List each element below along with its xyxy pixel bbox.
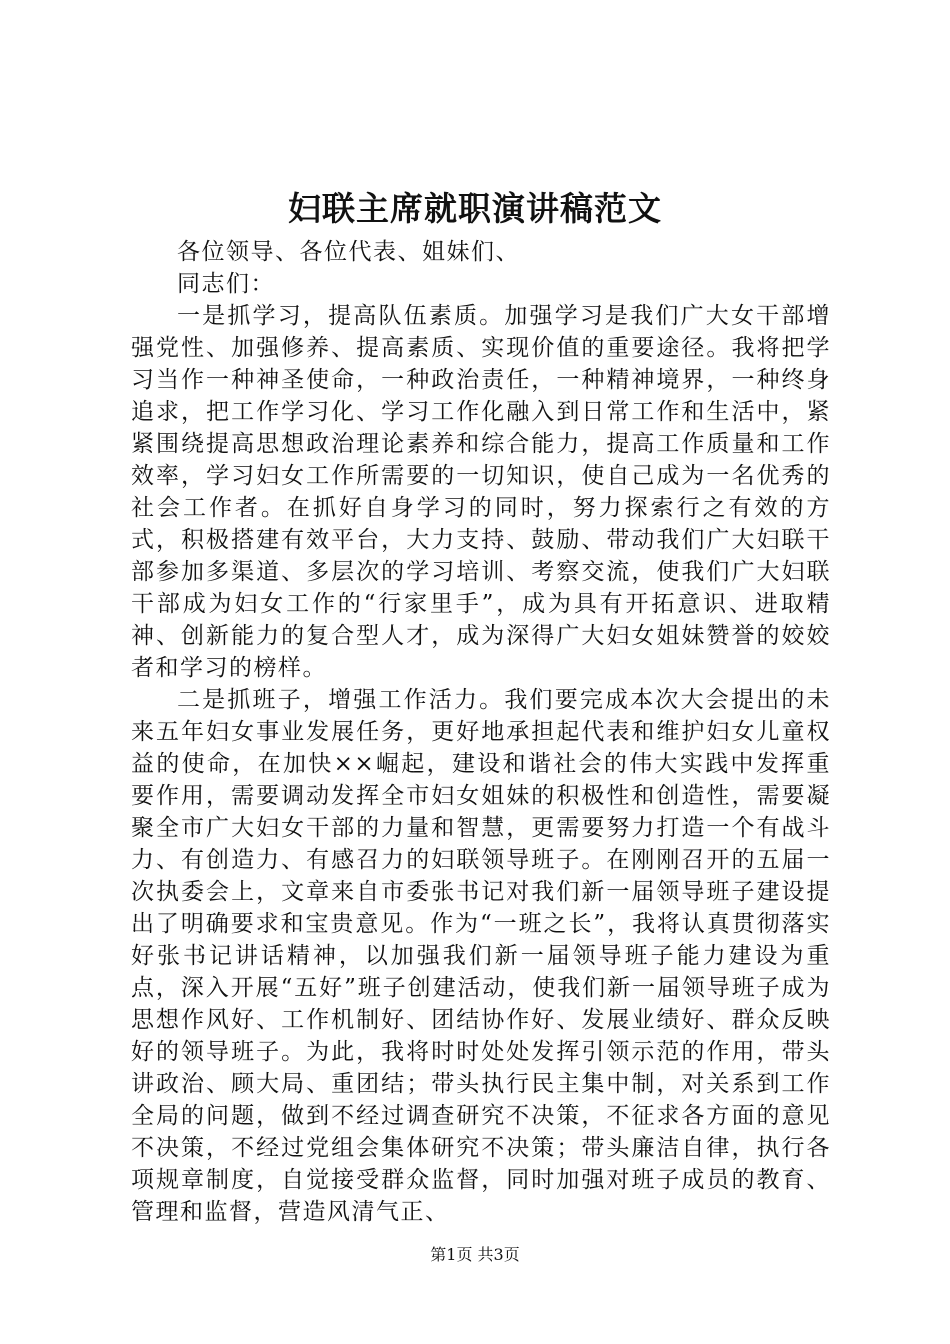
document-body	[131, 236, 831, 1228]
salutation-line-1: 各位领导、各位代表、姐妹们、	[177, 239, 520, 265]
page-footer: 第1页 共3页	[430, 1245, 520, 1264]
salutation-line-2: 同志们：	[177, 271, 275, 297]
paragraph-team: 二是抓班子，增强工作活力。我们要完成本次大会提出的未来五年妇女事业发展任务，更好地承担起代表和维护妇女儿童权益的使命，在加快××崛起，建设和谐社会的伟大实践中发挥重要作用，需要调动发挥全市妇女姐妹的积极性和创造性，需要凝聚全市广大妇女干部的力量和智慧，更需要努力打造一个有战斗力、有创造力、有感召力的妇联领导班子。在刚刚召开的五届一次执委会上，文章来自市委张书记对我们新一届领导班子建设提出了明确要求和宝贵意见。作为“一班之长”，我将认真贯彻落实好张书记讲话精神，以加强我们新一届领导班子能力建设为重点，深入开展“五好”班子创建活动，使我们新一届领导班子成为思想作风好、工作机制好、团结协作好、发展业绩好、群众反映好的领导班子。为此，我将时时处处发挥引领示范的作用，带头讲政治、顾大局、重团结；带头执行民主集中制，对关系到工作全局的问题，做到不经过调查研究不决策，不征求各方面的意见不决策，不经过党组会集体研究不决策；带头廉洁自律，执行各项规章制度，自觉接受群众监督，同时加强对班子成员的教育、管理和监督，营造风清气正、	[131, 687, 831, 1225]
paragraph-study: 一是抓学习，提高队伍素质。加强学习是我们广大女干部增强党性、加强修养、提高素质、实现价值的重要途径。我将把学习当作一种神圣使命，一种政治责任，一种精神境界，一种终身追求，把工作学习化、学习工作化融入到日常工作和生活中，紧紧围绕提高思想政治理论素养和综合能力，提高工作质量和工作效率，学习妇女工作所需要的一切知识，使自己成为一名优秀的社会工作者。在抓好自身学习的同时，努力探索行之有效的方式，积极搭建有效平台，大力支持、鼓励、带动我们广大妇联干部参加多渠道、多层次的学习培训、考察交流，使我们广大妇联干部成为妇女工作的“行家里手”，成为具有开拓意识、进取精神、创新能力的复合型人才，成为深得广大妇女姐妹赞誉的姣姣者和学习的榜样。	[131, 303, 831, 681]
document-title: 妇联主席就职演讲稿范文	[288, 189, 662, 228]
